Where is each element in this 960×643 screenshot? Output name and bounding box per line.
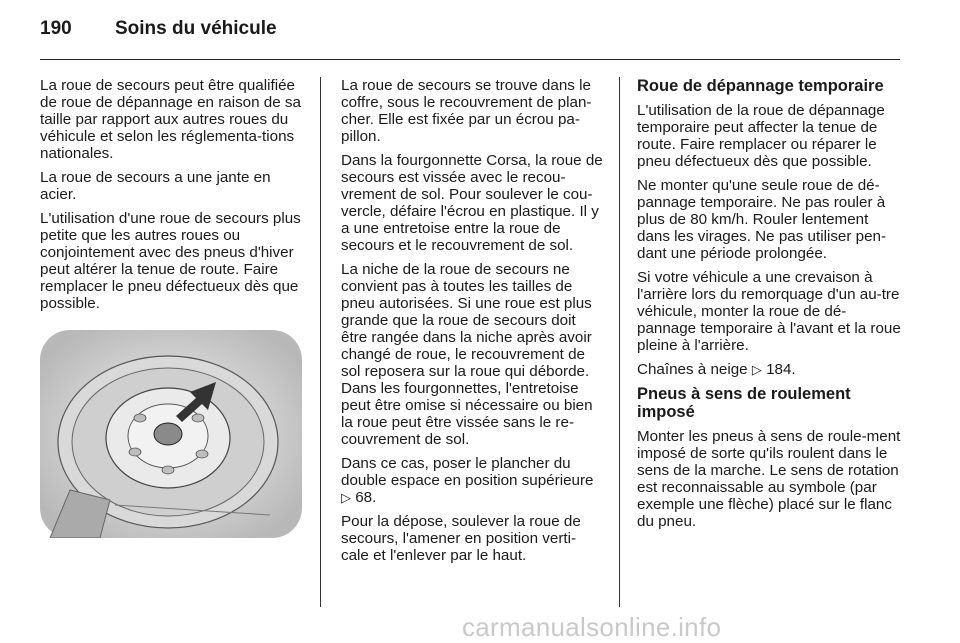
paragraph-text: Dans ce cas, poser le plancher du double espace en position supérieure: [341, 455, 594, 489]
cross-reference-icon: ▷: [341, 490, 351, 505]
section-title: Soins du véhicule: [115, 18, 277, 39]
paragraph: [637, 361, 905, 378]
column-3: [637, 77, 905, 537]
column-divider: [619, 77, 620, 607]
column-1: [40, 77, 302, 319]
paragraph: L'utilisation d'une roue de secours plus petite que les autres roues ou conjointement avec des pneus d'hiver peut altérer la tenue de route. Faire remplacer le pneu défectueux dès que possible.: [40, 210, 301, 312]
paragraph: La niche de la roue de secours ne convient pas à toutes les tailles de pneu autorisées. Si une roue est plus grande que la roue de secours doit être rangée dans la niche après avoir changé de roue, le recouvrement de sol reposera sur la roue qui déborde. Dans les fourgonnettes, l'entretoise peut être omise si nécessaire ou bien la roue peut être vissée sans le re-couvrement de sol.: [341, 261, 593, 448]
paragraph: Monter les pneus à sens de roule-ment imposé de sorte qu'ils roulent dans le sens de la marche. Le sens de rotation est reconnaissable au symbole (par exemple une flèche) placé sur le flanc du pneu.: [637, 428, 901, 530]
paragraph: [341, 455, 603, 506]
paragraph: L'utilisation de la roue de dépannage temporaire peut affecter la tenue de route. Faire remplacer ou réparer le pneu défectueux dès que possible.: [637, 102, 885, 170]
cross-reference-icon: ▷: [751, 362, 762, 377]
header-rule: [40, 59, 900, 60]
paragraph: La roue de secours peut être qualifiée de roue de dépannage en raison de sa taille par rapport aux autres roues du véhicule et selon les réglementa-tions nationales.: [40, 77, 301, 162]
paragraph: Pour la dépose, soulever la roue de secours, l'amener en position verti-cale et l'enlever par le haut.: [341, 513, 581, 564]
heading-directional-tyres: Pneus à sens de roulement imposé: [637, 385, 851, 421]
paragraph-text: Chaînes à neige: [637, 361, 748, 378]
page-reference: 68.: [355, 489, 377, 506]
page-number: 190: [40, 18, 72, 39]
paragraph: Si votre véhicule a une crevaison à l'arrière lors du remorquage d'un au-tre véhicule, monter la roue de dé-pannage temporaire à l'avant et la roue pleine à l'arrière.: [637, 269, 901, 354]
column-divider: [320, 77, 321, 607]
paragraph: La roue de secours se trouve dans le coffre, sous le recouvrement de plan-cher. Elle est fixée par un écrou pa-pillon.: [341, 77, 592, 145]
page-header: [40, 18, 277, 48]
spare-wheel-illustration: [40, 330, 302, 538]
paragraph: La roue de secours a une jante en acier.: [40, 169, 271, 203]
paragraph: Ne monter qu'une seule roue de dé-pannage temporaire. Ne pas rouler à plus de 80 km/h. Rouler lentement dans les virages. Ne pas utiliser pen-dant une période prolongée.: [637, 177, 887, 262]
watermark: carmanualsonline.info: [462, 612, 722, 642]
paragraph: Dans la fourgonnette Corsa, la roue de secours est vissée avec le recou-vrement de sol. Pour soulever le cou-vercle, défaire l'écrou en plastique. Il y a une entretoise entre la roue de secours et le recouvrement de sol.: [341, 152, 603, 254]
page-reference: 184.: [766, 361, 796, 378]
column-2: [341, 77, 603, 571]
heading-temporary-spare: Roue de dépannage temporaire: [637, 77, 884, 95]
